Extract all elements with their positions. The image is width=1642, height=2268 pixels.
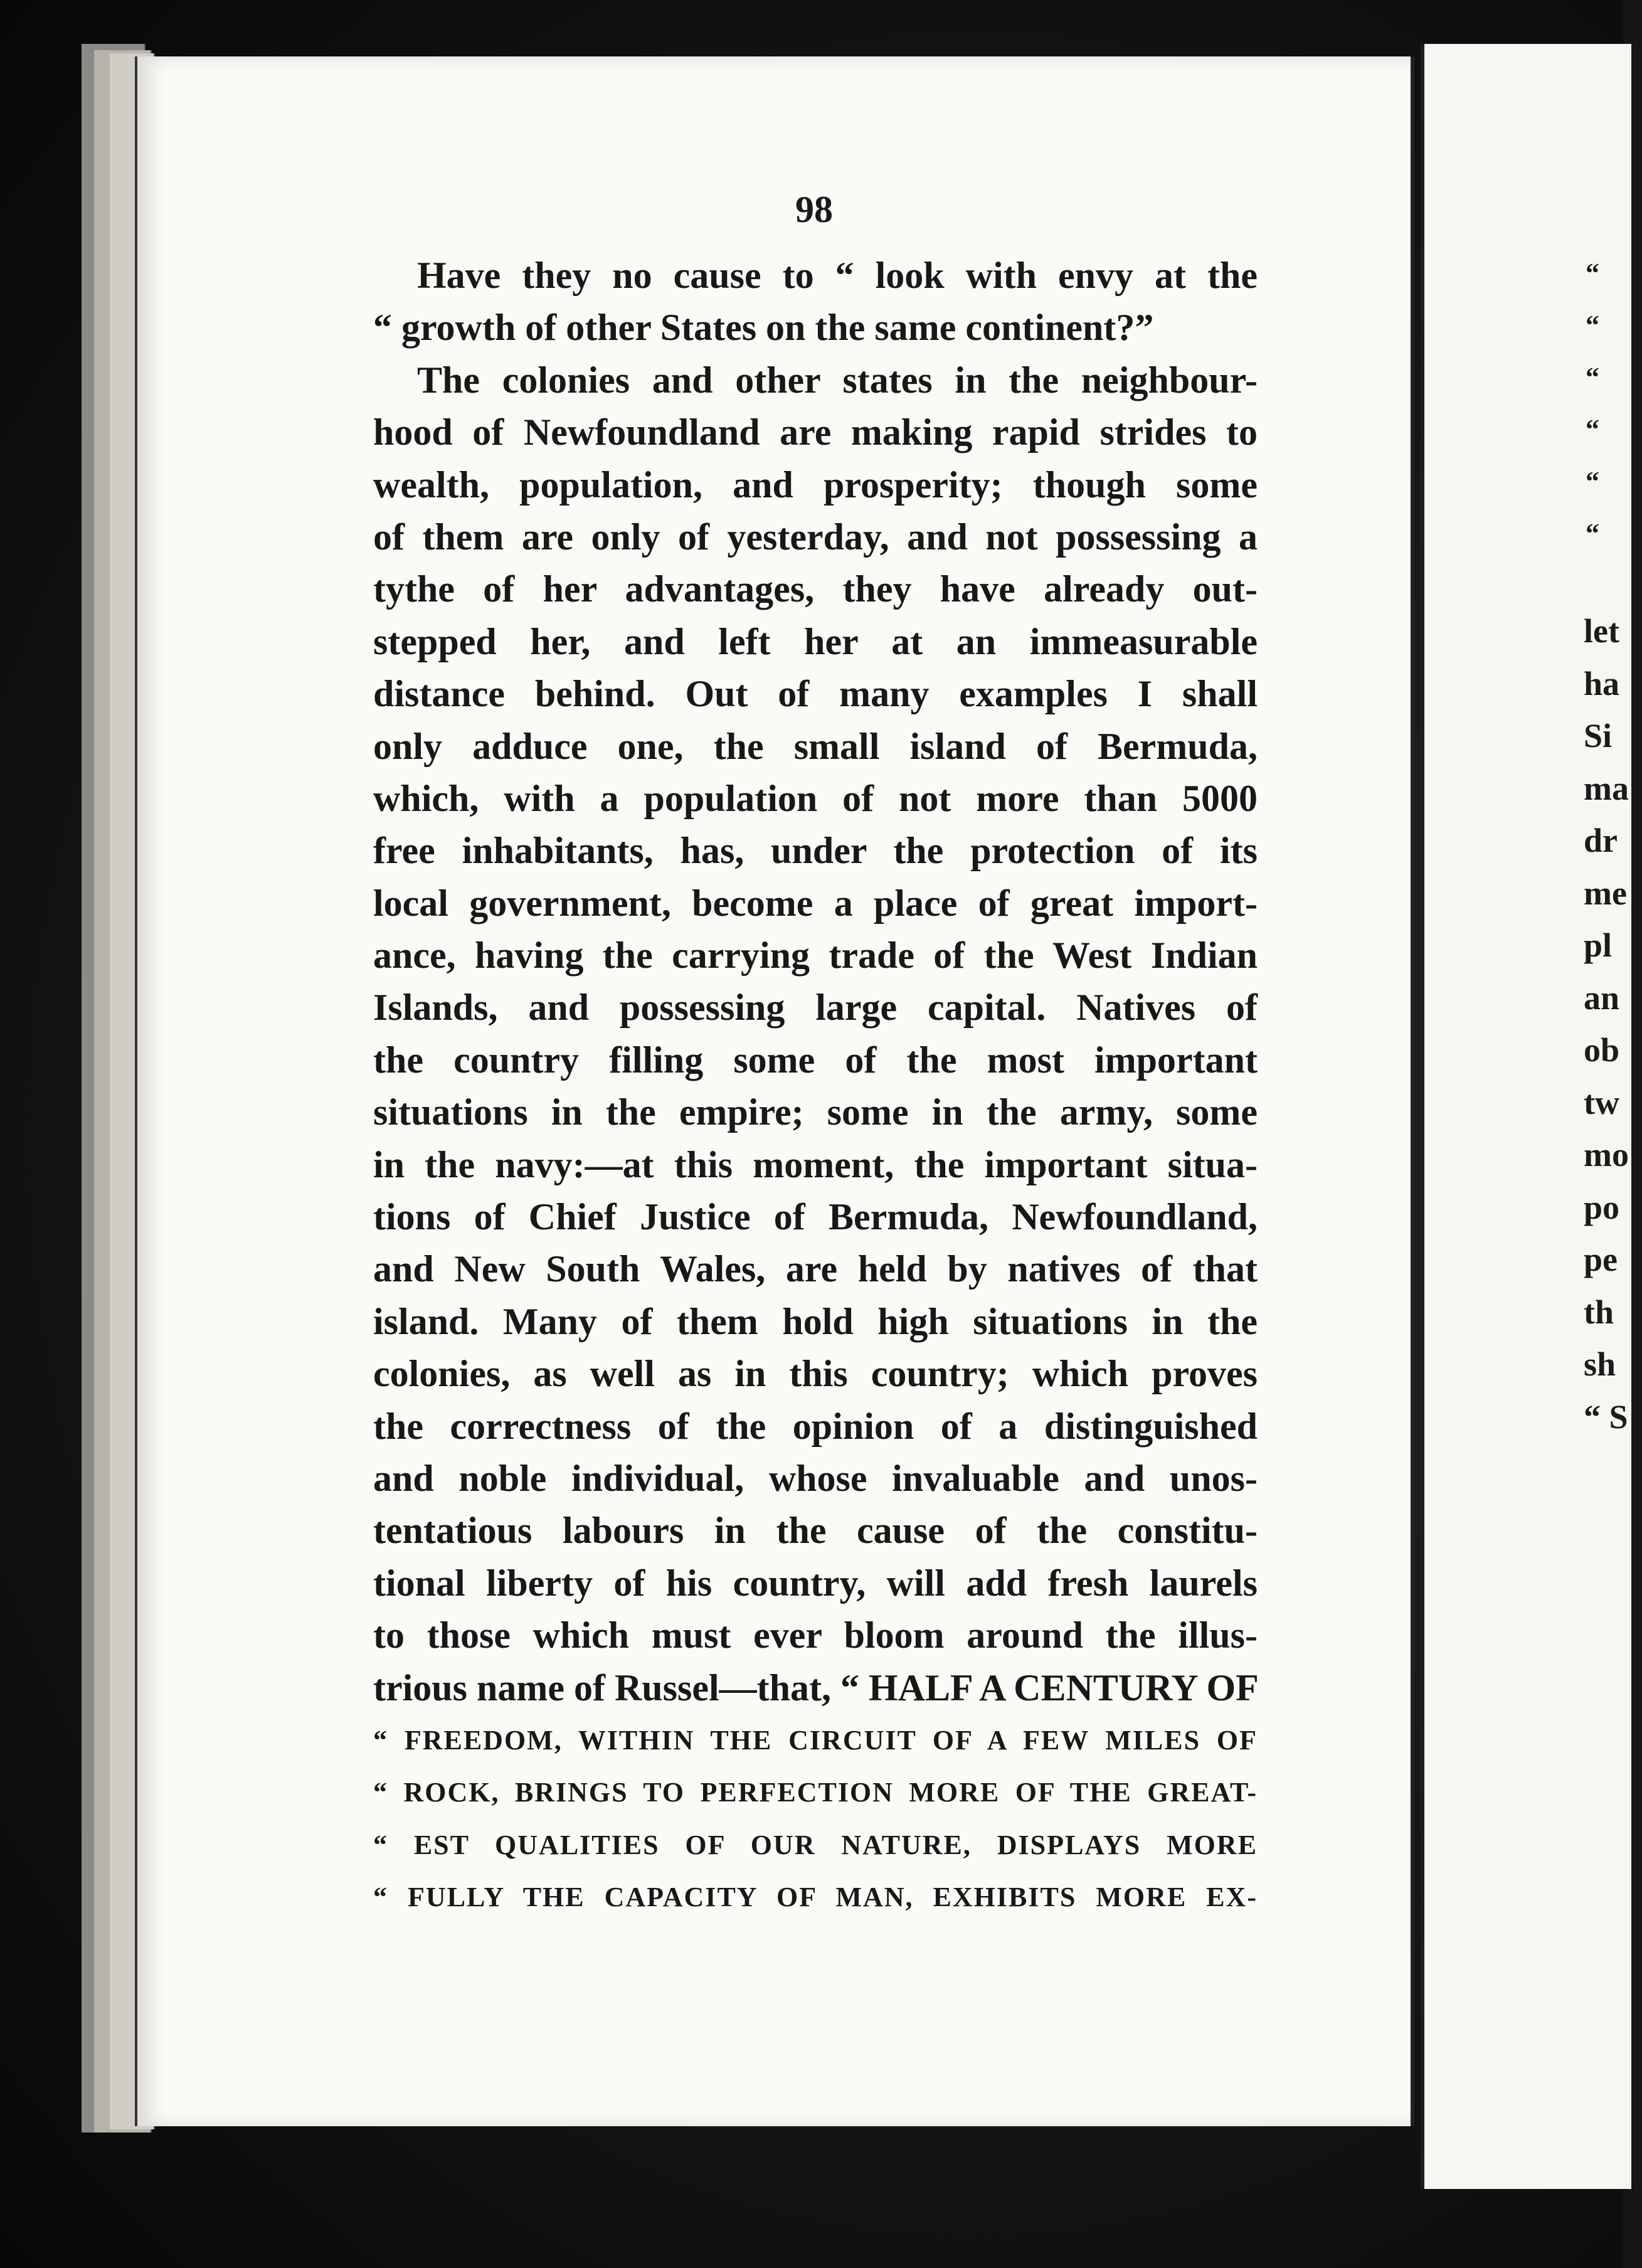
- body-text: [373, 250, 1258, 1924]
- page-number: 98: [795, 189, 833, 230]
- text-line: tythe of her advantages, they have already out-: [373, 568, 1258, 610]
- facing-text-fragment: ha: [1584, 664, 1620, 702]
- text-line: and New South Wales, are held by natives of that: [373, 1248, 1258, 1290]
- facing-text-fragment: sh: [1584, 1345, 1616, 1383]
- text-line: tional liberty of his country, will add fresh laurels: [373, 1562, 1258, 1604]
- facing-text-fragment: an: [1584, 978, 1620, 1017]
- facing-text-fragment: ob: [1584, 1031, 1620, 1069]
- text-line: “ ROCK, BRINGS TO PERFECTION MORE OF THE GREAT-: [373, 1777, 1258, 1808]
- facing-text-fragment: pe: [1584, 1241, 1618, 1278]
- text-line: situations in the empire; some in the army, some: [373, 1091, 1258, 1133]
- facing-text-fragment: mo: [1584, 1136, 1629, 1174]
- facing-quote-mark: “: [1586, 258, 1599, 289]
- text-line: “ EST QUALITIES OF OUR NATURE, DISPLAYS MORE: [373, 1829, 1258, 1860]
- facing-quote-mark: “: [1586, 466, 1599, 497]
- facing-text-fragment: po: [1584, 1188, 1620, 1226]
- text-line: “ growth of other States on the same continent?”: [373, 307, 1154, 349]
- text-line: wealth, population, and prosperity; though some: [373, 464, 1258, 506]
- facing-text-fragment: ma: [1584, 769, 1629, 807]
- text-line: hood of Newfoundland are making rapid strides to: [373, 411, 1258, 453]
- text-line: “ FULLY THE CAPACITY OF MAN, EXHIBITS MORE EX-: [373, 1882, 1258, 1913]
- text-line: only adduce one, the small island of Bermuda,: [373, 725, 1258, 767]
- facing-text-fragment: pl: [1584, 926, 1613, 964]
- text-line: local government, become a place of great import-: [373, 882, 1258, 924]
- facing-text-fragment: tw: [1584, 1083, 1619, 1121]
- text-line: tions of Chief Justice of Bermuda, Newfoundland,: [373, 1196, 1258, 1238]
- text-line: distance behind. Out of many examples I shall: [373, 673, 1258, 715]
- facing-text-fragment: me: [1584, 874, 1627, 912]
- text-line: the country filling some of the most important: [373, 1039, 1258, 1081]
- text-line: the correctness of the opinion of a distinguished: [373, 1405, 1258, 1447]
- text-line: free inhabitants, has, under the protection of its: [373, 830, 1258, 872]
- facing-quote-mark: “: [1586, 362, 1599, 393]
- text-line: in the navy:—at this moment, the important situa-: [373, 1143, 1258, 1185]
- text-line: to those which must ever bloom around the illus-: [373, 1614, 1258, 1656]
- text-line: tentatious labours in the cause of the constitu-: [373, 1510, 1258, 1552]
- facing-text-fragment: let: [1584, 612, 1619, 650]
- text-line: trious name of Russel—that, “ HALF A CENTURY OF: [373, 1667, 1259, 1709]
- text-line: ance, having the carrying trade of the West Indian: [373, 935, 1258, 977]
- facing-text-fragment: Si: [1584, 717, 1613, 755]
- text-line: and noble individual, whose invaluable and unos-: [373, 1457, 1258, 1499]
- text-line: colonies, as well as in this country; which proves: [373, 1353, 1258, 1395]
- text-line: stepped her, and left her at an immeasurable: [373, 620, 1258, 662]
- facing-text-fragment: th: [1584, 1293, 1614, 1331]
- facing-text-fragment: “ S: [1584, 1397, 1628, 1436]
- facing-quote-mark: “: [1586, 518, 1599, 549]
- text-line: island. Many of them hold high situations in the: [373, 1300, 1258, 1342]
- facing-quote-mark: “: [1586, 414, 1599, 445]
- text-line: Islands, and possessing large capital. Natives of: [373, 987, 1258, 1029]
- facing-text-fragment: dr: [1584, 822, 1618, 859]
- facing-quote-mark: “: [1586, 310, 1599, 341]
- text-line: which, with a population of not more than 5000: [373, 777, 1258, 819]
- text-line: “ FREEDOM, WITHIN THE CIRCUIT OF A FEW MILES OF: [373, 1724, 1258, 1756]
- text-line: Have they no cause to “ look with envy at the: [417, 255, 1258, 296]
- text-line: The colonies and other states in the neighbour-: [417, 359, 1258, 401]
- text-line: of them are only of yesterday, and not possessing a: [373, 516, 1258, 558]
